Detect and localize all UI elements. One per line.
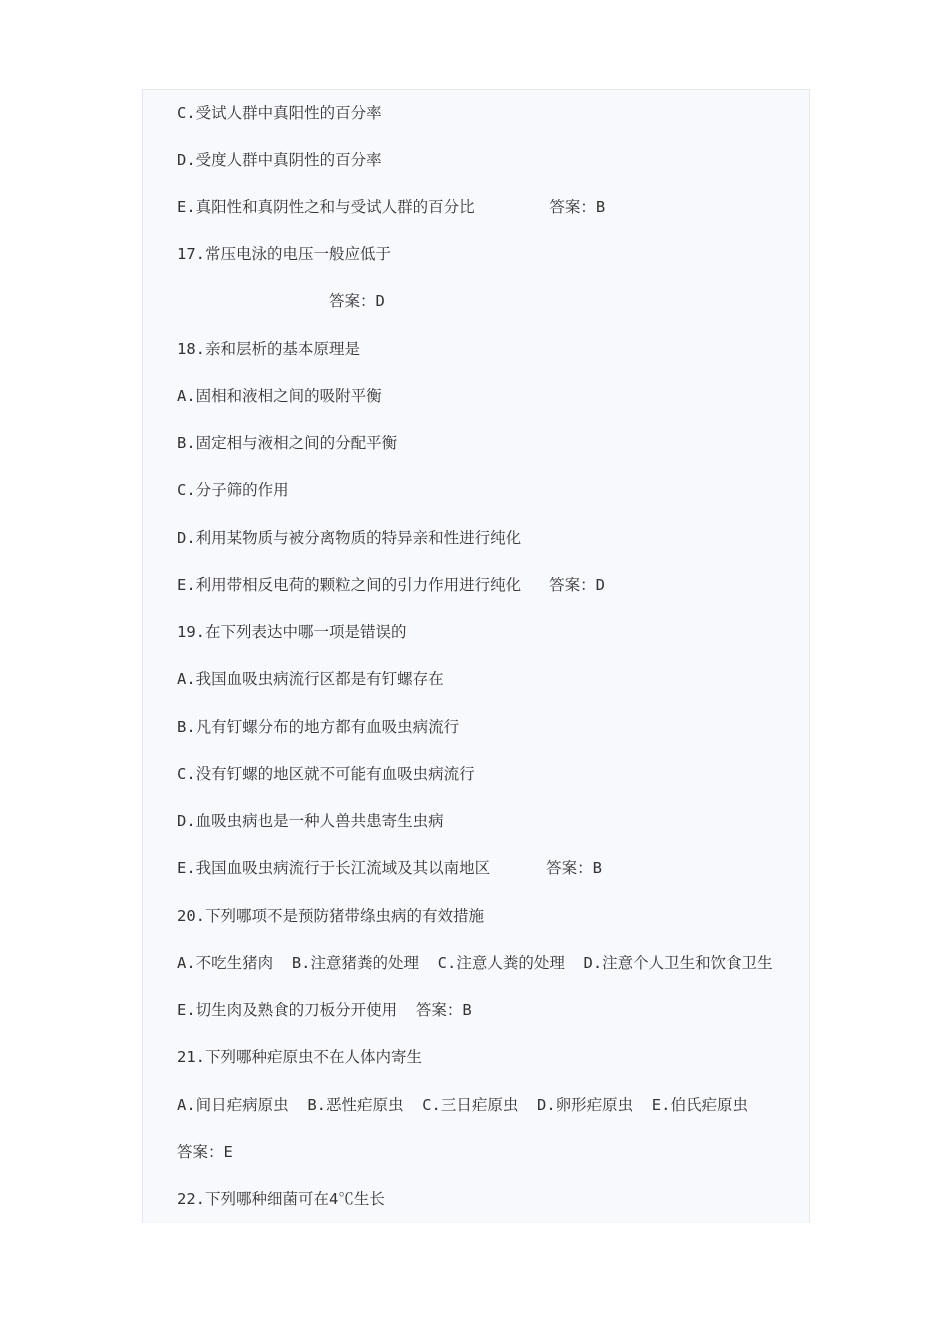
option-a-q18: A.固相和液相之间的吸附平衡: [177, 387, 382, 405]
answer-q17: 答案：D: [329, 292, 385, 310]
question-17: 17.常压电泳的电压一般应低于: [177, 245, 391, 263]
option-d-q18: D.利用某物质与被分离物质的特异亲和性进行纯化: [177, 529, 522, 547]
option-c-q16: C.受试人群中真阳性的百分率: [177, 104, 382, 122]
option-b-q19: B.凡有钉螺分布的地方都有血吸虫病流行: [177, 718, 460, 736]
option-d-q19: D.血吸虫病也是一种人兽共患寄生虫病: [177, 812, 444, 830]
question-20: 20.下列哪项不是预防猪带绦虫病的有效措施: [177, 907, 484, 925]
options-q21: A.间日疟病原虫 B.恶性疟原虫 C.三日疟原虫 D.卵形疟原虫 E.伯氏疟原虫: [177, 1096, 748, 1114]
option-b-q18: B.固定相与液相之间的分配平衡: [177, 434, 398, 452]
option-c-q18: C.分子筛的作用: [177, 481, 289, 499]
option-e-q19-answer: E.我国血吸虫病流行于长江流域及其以南地区 答案：B: [177, 859, 602, 877]
answer-q21: 答案：E: [177, 1143, 233, 1161]
question-18: 18.亲和层析的基本原理是: [177, 340, 360, 358]
option-e-q20-answer: E.切生肉及熟食的刀板分开使用 答案：B: [177, 1001, 472, 1019]
option-e-q18-answer: E.利用带相反电荷的颗粒之间的引力作用进行纯化 答案：D: [177, 576, 605, 594]
question-19: 19.在下列表达中哪一项是错误的: [177, 623, 407, 641]
option-a-q19: A.我国血吸虫病流行区都是有钉螺存在: [177, 670, 444, 688]
option-c-q19: C.没有钉螺的地区就不可能有血吸虫病流行: [177, 765, 475, 783]
option-e-q16-answer: E.真阳性和真阴性之和与受试人群的百分比 答案：B: [177, 198, 606, 216]
question-22: 22.下列哪种细菌可在4℃生长: [177, 1190, 385, 1208]
option-d-q16: D.受度人群中真阴性的百分率: [177, 151, 382, 169]
options-a-d-q20: A.不吃生猪肉 B.注意猪粪的处理 C.注意人粪的处理 D.注意个人卫生和饮食卫生: [177, 954, 773, 972]
question-21: 21.下列哪种疟原虫不在人体内寄生: [177, 1048, 422, 1066]
